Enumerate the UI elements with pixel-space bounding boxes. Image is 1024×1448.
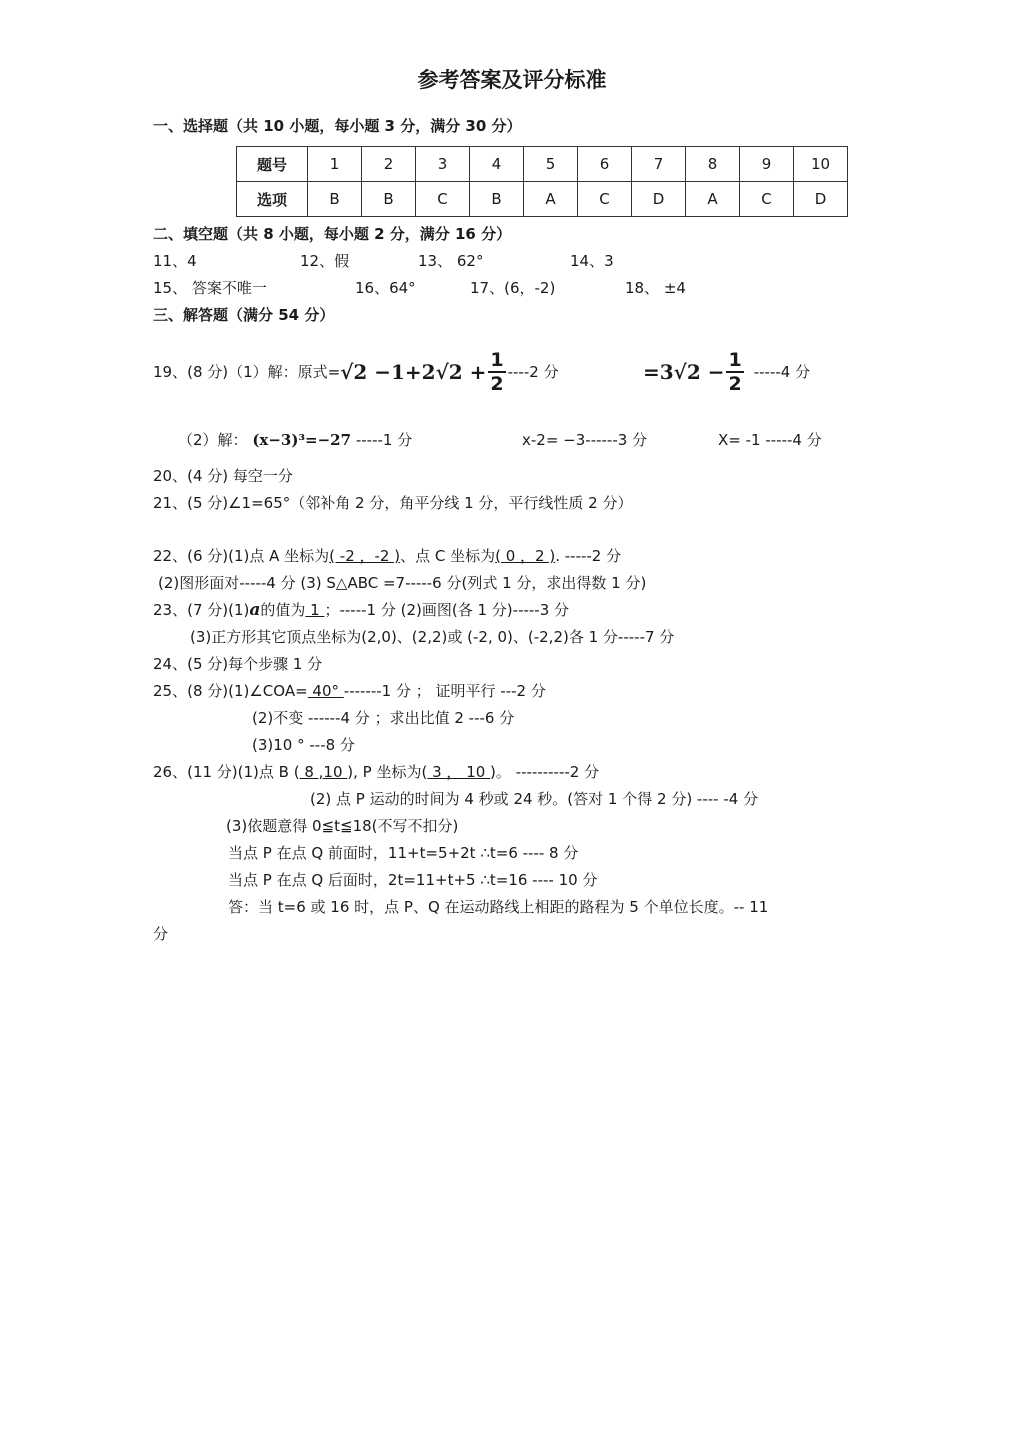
q25-angle-value: 40° xyxy=(307,682,344,700)
table-cell: 9 xyxy=(740,147,794,182)
question-22-part-1 xyxy=(153,546,621,566)
answer-15: 15、 答案不唯一 xyxy=(153,279,267,297)
question-24: 24、(5 分)每个步骤 1 分 xyxy=(153,655,323,673)
question-26-case-1: 当点 P 在点 Q 前面时，11+t=5+2t ∴t=6 ---- 8 分 xyxy=(228,844,579,862)
q22-text-a: 22、(6 分)(1)点 A 坐标为 xyxy=(153,547,330,565)
q25-text-a: 25、(8 分)(1)∠COA= xyxy=(153,682,308,700)
q19-result-expression: =3√2 − xyxy=(643,360,725,384)
table-header-cell: 题号 xyxy=(237,147,308,182)
q23-value: 1 xyxy=(305,601,325,619)
table-cell: 7 xyxy=(632,147,686,182)
question-23-part-1 xyxy=(153,600,569,620)
q19-part2-step: x-2= −3------3 分 xyxy=(522,431,648,449)
table-cell: C xyxy=(578,182,632,217)
question-26-part-1 xyxy=(153,762,599,782)
fraction-numerator: 1 xyxy=(728,349,742,371)
table-row-question-numbers xyxy=(237,147,848,182)
table-cell: 4 xyxy=(470,147,524,182)
question-26-part-3: (3)依题意得 0≦t≦18(不写不扣分) xyxy=(226,817,459,835)
fraction-numerator: 1 xyxy=(490,349,504,371)
table-header-cell: 选项 xyxy=(237,182,308,217)
table-cell: C xyxy=(416,182,470,217)
answer-14: 14、3 xyxy=(570,252,614,270)
q19-score-1: ----2 分 xyxy=(507,363,559,381)
q26-text-a: 26、(11 分)(1)点 B ( xyxy=(153,763,300,781)
section-2-heading: 二、填空题（共 8 小题，每小题 2 分，满分 16 分） xyxy=(153,225,512,243)
question-26-part-2: (2) 点 P 运动的时间为 4 秒或 24 秒。(答对 1 个得 2 分) ---- -4 分 xyxy=(310,790,759,808)
q26-text-c: ), P 坐标为( xyxy=(347,763,428,781)
table-cell: 2 xyxy=(362,147,416,182)
q19-fraction xyxy=(488,349,505,395)
table-cell: A xyxy=(524,182,578,217)
q22-point-c-value: ( 0 ，2 ) xyxy=(495,547,556,565)
q22-point-a-value: ( -2 ，-2 ) xyxy=(329,547,401,565)
q19-expression: √2 −1+2√2 + xyxy=(340,360,487,384)
answer-17: 17、(6，-2) xyxy=(470,279,556,297)
q19-score-2: -----4 分 xyxy=(753,363,811,381)
q23-variable: a xyxy=(249,600,261,620)
table-cell: 10 xyxy=(794,147,848,182)
question-26-conclusion-end: 分 xyxy=(153,925,169,943)
table-cell: 3 xyxy=(416,147,470,182)
page-title: 参考答案及评分标准 xyxy=(417,68,607,92)
q19-result-fraction xyxy=(726,349,743,395)
answer-16: 16、64° xyxy=(355,279,416,297)
q26-point-p-value: 3 ， 10 xyxy=(427,763,491,781)
answer-12: 12、假 xyxy=(300,252,350,270)
table-cell: B xyxy=(470,182,524,217)
table-cell: D xyxy=(632,182,686,217)
section-1-heading: 一、选择题（共 10 小题，每小题 3 分，满分 30 分） xyxy=(153,117,522,135)
q26-point-b-value: 8 ,10 xyxy=(299,763,348,781)
q19-part2-label: （2）解： xyxy=(178,431,248,449)
q23-text-a: 23、(7 分)(1) xyxy=(153,601,250,619)
question-26-case-2: 当点 P 在点 Q 后面时，2t=11+t+5 ∴t=16 ---- 10 分 xyxy=(228,871,598,889)
q23-text-d: ；-----1 分 (2)画图(各 1 分)-----3 分 xyxy=(324,601,570,619)
q19-part2-equation: (x−3)³=−27 xyxy=(252,431,352,449)
answer-11: 11、4 xyxy=(153,252,197,270)
question-25-part-2: (2)不变 ------4 分 ；求出比值 2 ---6 分 xyxy=(252,709,515,727)
q25-text-c: -------1 分 ； 证明平行 ---2 分 xyxy=(343,682,546,700)
question-19-part-2 xyxy=(178,430,412,450)
question-19-part-1 xyxy=(153,348,559,396)
q19-prefix: 19、(8 分)（1）解：原式= xyxy=(153,363,341,381)
table-cell: A xyxy=(686,182,740,217)
table-cell: 1 xyxy=(308,147,362,182)
question-20: 20、(4 分) 每空一分 xyxy=(153,467,293,485)
answer-13: 13、 62° xyxy=(418,252,484,270)
table-cell: B xyxy=(308,182,362,217)
fraction-denominator: 2 xyxy=(490,373,504,395)
table-cell: B xyxy=(362,182,416,217)
answer-18: 18、 ±4 xyxy=(625,279,686,297)
question-23-part-3: (3)正方形其它顶点坐标为(2,0)、(2,2)或 (-2, 0)、(-2,2)各 1 分-----7 分 xyxy=(190,628,675,646)
q19-part2-final: X= -1 -----4 分 xyxy=(718,431,822,449)
table-cell: 6 xyxy=(578,147,632,182)
q26-score: )。 ----------2 分 xyxy=(490,763,600,781)
question-25-part-3: (3)10 ° ---8 分 xyxy=(252,736,355,754)
section-3-heading: 三、解答题（满分 54 分） xyxy=(153,306,335,324)
question-25-part-1 xyxy=(153,681,546,701)
q19-part2-score-1: -----1 分 xyxy=(355,431,413,449)
table-cell: 8 xyxy=(686,147,740,182)
q22-score: . -----2 分 xyxy=(555,547,622,565)
question-22-part-2: (2)图形面对-----4 分 (3) S△ABC =7-----6 分(列式 1 分，求出得数 1 分) xyxy=(158,574,647,592)
table-cell: D xyxy=(794,182,848,217)
table-row-answers xyxy=(237,182,848,217)
q22-text-c: 、点 C 坐标为 xyxy=(400,547,496,565)
table-cell: C xyxy=(740,182,794,217)
question-19-result xyxy=(643,348,810,396)
multiple-choice-answer-table xyxy=(236,146,848,217)
q23-text-b: 的值为 xyxy=(260,601,306,619)
question-21: 21、(5 分)∠1=65°（邻补角 2 分，角平分线 1 分，平行线性质 2 分） xyxy=(153,494,633,512)
question-26-conclusion: 答：当 t=6 或 16 时，点 P、Q 在运动路线上相距的路程为 5 个单位长度。-- 11 xyxy=(228,898,769,916)
fraction-denominator: 2 xyxy=(728,373,742,395)
table-cell: 5 xyxy=(524,147,578,182)
